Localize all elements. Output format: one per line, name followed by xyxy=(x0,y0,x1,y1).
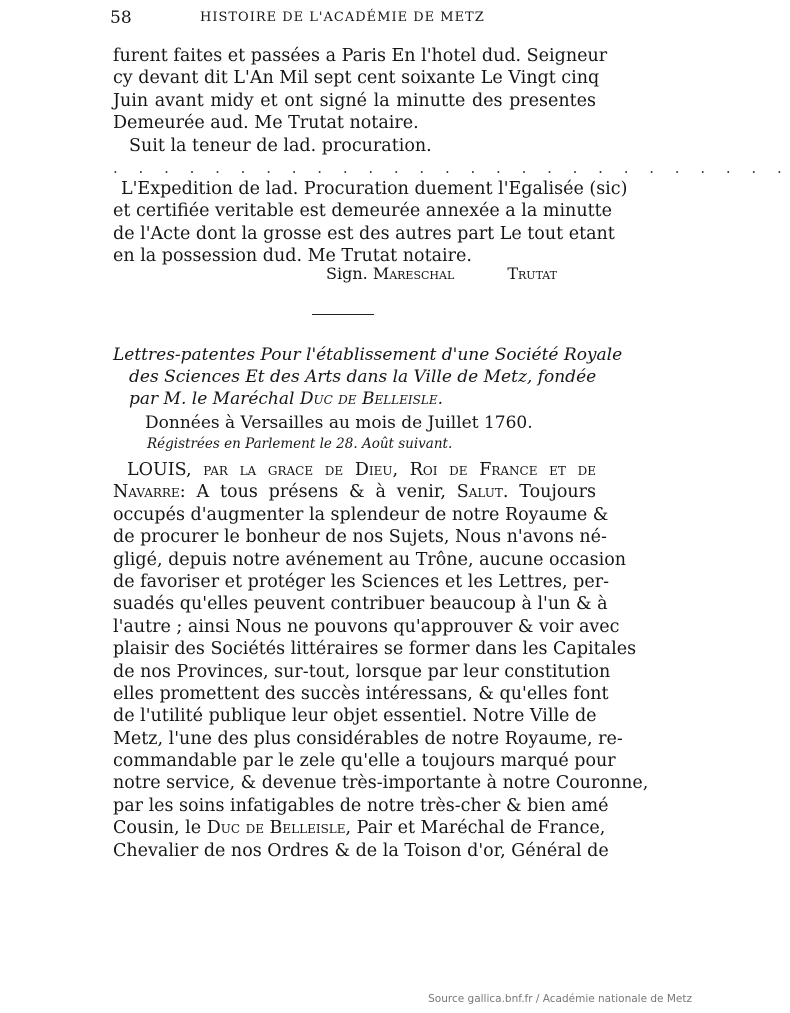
text-line: Demeurée aud. Me Trutat notaire. xyxy=(113,113,419,134)
source-credit: Source gallica.bnf.fr / Académie nationale de Metz xyxy=(428,993,692,1005)
text-line: LOUIS, par la grace de Dieu, Roi de France et de xyxy=(127,460,596,480)
text-line: gligé, depuis notre avénement au Trône, aucune occasion xyxy=(113,549,627,570)
running-title: HISTOIRE DE L'ACADÉMIE DE METZ xyxy=(200,10,485,25)
text-line: en la possession dud. Me Trutat notaire. xyxy=(113,246,472,267)
letters-body xyxy=(113,459,649,862)
text-line: Chevalier de nos Ordres & de la Toison d'or, Général de xyxy=(113,840,609,861)
title-line-3: par M. le Maréchal Duc de Belleisle. xyxy=(129,389,443,409)
signature-name-trutat: Trutat xyxy=(507,264,557,283)
text-line: de favoriser et protéger les Sciences et les Lettres, per- xyxy=(113,571,609,592)
text-line: suadés qu'elles peuvent contribuer beaucoup à l'un & à xyxy=(113,594,608,615)
signature-prefix: Sign. xyxy=(326,264,368,283)
signature-name-mareschal: Mareschal xyxy=(372,264,455,283)
date-given-line: Données à Versailles au mois de Juillet 1760. xyxy=(145,413,533,433)
lettres-patentes-title xyxy=(113,344,623,410)
text-line: Suit la teneur de lad. procuration. xyxy=(129,135,432,156)
text-line: de l'utilité publique leur objet essentiel. Notre Ville de xyxy=(113,706,597,727)
text-line: notre service, & devenue très-importante à notre Couronne, xyxy=(113,773,649,794)
text-line: Navarre: A tous présens & à venir, Salut. Toujours xyxy=(113,482,597,503)
running-header xyxy=(110,8,595,32)
text-line: par les soins infatigables de notre très-cher & bien amé xyxy=(113,795,609,816)
section-divider xyxy=(312,314,374,315)
title-line-2: des Sciences Et des Arts dans la Ville de Metz, fondée xyxy=(129,367,597,387)
text-line: cy devant dit L'An Mil sept cent soixante Le Vingt cinq xyxy=(113,68,600,89)
page-number: 58 xyxy=(110,8,132,28)
text-line: et certifiée veritable est demeurée annexée a la minutte xyxy=(113,201,613,222)
registration-line: Régistrées en Parlement le 28. Août suivant. xyxy=(147,436,453,452)
text-line: Juin avant midy et ont signé la minutte des presentes xyxy=(113,90,596,111)
text-line: Cousin, le Duc de Belleisle, Pair et Maréchal de France, xyxy=(113,818,606,839)
dots-line: . . . . . . . . . . . . . . . . . . . . . . . . . . . xyxy=(113,159,790,177)
text-line: de l'Acte dont la grosse est des autres part Le tout etant xyxy=(113,223,615,244)
text-line: elles promettent des succès intéressans, & qu'elles font xyxy=(113,683,609,704)
expedition-paragraph xyxy=(113,178,628,268)
text-line: de procurer le bonheur de nos Sujets, Nous n'avons né- xyxy=(113,527,607,548)
text-line: plaisir des Sociétés littéraires se former dans les Capitales xyxy=(113,639,637,660)
title-line-1: Lettres-patentes Pour l'établissement d'une Société Royale xyxy=(113,345,623,365)
text-line: L'Expedition de lad. Procuration duement l'Egalisée (sic) xyxy=(121,179,628,199)
notarial-text-top xyxy=(113,45,608,157)
text-line: l'autre ; ainsi Nous ne pouvons qu'approuver & voir avec xyxy=(113,616,620,637)
text-line: Metz, l'une des plus considérables de notre Royaume, re- xyxy=(113,728,623,749)
text-line: furent faites et passées a Paris En l'hotel dud. Seigneur xyxy=(113,46,608,66)
text-line: occupés d'augmenter la splendeur de notre Royaume & xyxy=(113,504,609,525)
text-line: commandable par le zele qu'elle a toujours marqué pour xyxy=(113,751,616,772)
signature-line xyxy=(326,264,557,283)
text-line: de nos Provinces, sur-tout, lorsque par leur constitution xyxy=(113,661,611,682)
ellipsis-line xyxy=(113,157,790,179)
